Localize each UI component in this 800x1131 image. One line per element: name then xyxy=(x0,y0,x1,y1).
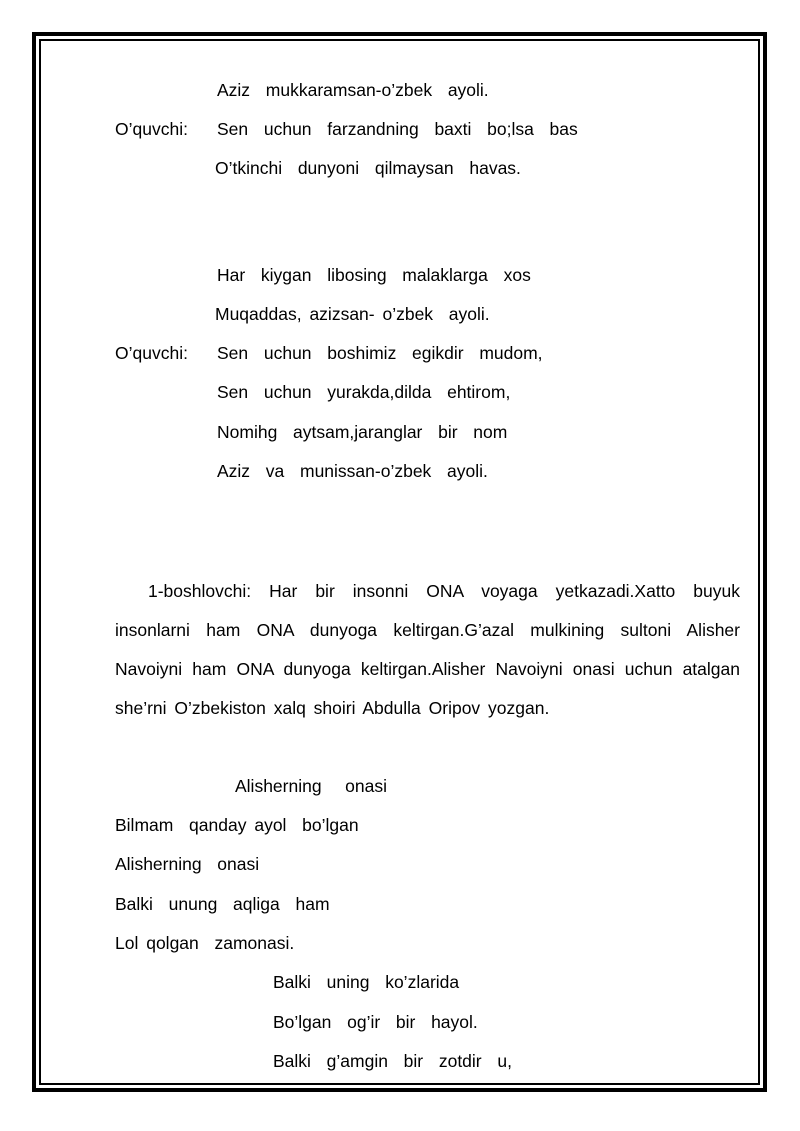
stanza2-line6: Aziz va munissan-o’zbek ayoli. xyxy=(217,461,488,481)
poem-line6: Bo’lgan og’ir bir hayol. xyxy=(273,1012,478,1032)
stanza1-speaker: O’quvchi: xyxy=(115,119,188,139)
stanza1-line1: Aziz mukkaramsan-o’zbek ayoli. xyxy=(217,80,489,100)
poem-line7: Balki g’amgin bir zotdir u, xyxy=(273,1051,512,1071)
stanza1-line2: Sen uchun farzandning baxti bo;lsa bas xyxy=(217,119,578,139)
stanza1-line3: O’tkinchi dunyoni qilmaysan havas. xyxy=(215,158,521,178)
poem-line3: Balki unung aqliga ham xyxy=(115,894,330,914)
poem-title: Alisherning onasi xyxy=(235,776,387,796)
stanza2-line5: Nomihg aytsam,jaranglar bir nom xyxy=(217,422,508,442)
poem-line4: Lol qolgan zamonasi. xyxy=(115,933,295,953)
poem-line2: Alisherning onasi xyxy=(115,854,260,874)
poem-line1: Bilmam qanday ayol bo’lgan xyxy=(115,815,359,835)
narration-paragraph: 1-boshlovchi: Har bir insonni ONA voyaga yetkazadi.Xatto buyuk insonlarni ham ONA dunyoga keltirgan.G’azal mulkining sultoni Alisher Navoiyni ham ONA dunyoga keltirgan.Alisher Navoiyni onasi uchun atalgan she’rni O’zbekiston xalq shoiri Abdulla Oripov yozgan. xyxy=(115,581,740,718)
stanza2-line4: Sen uchun yurakda,dilda ehtirom, xyxy=(217,382,511,402)
stanza2-line3: Sen uchun boshimiz egikdir mudom, xyxy=(217,343,543,363)
stanza2-line1: Har kiygan libosing malaklarga xos xyxy=(217,265,531,285)
page-border-inner xyxy=(39,39,760,1085)
poem-line5: Balki uning ko’zlarida xyxy=(273,972,460,992)
stanza2-line2: Muqaddas, azizsan- o’zbek ayoli. xyxy=(215,304,490,324)
stanza2-speaker: O’quvchi: xyxy=(115,343,188,363)
